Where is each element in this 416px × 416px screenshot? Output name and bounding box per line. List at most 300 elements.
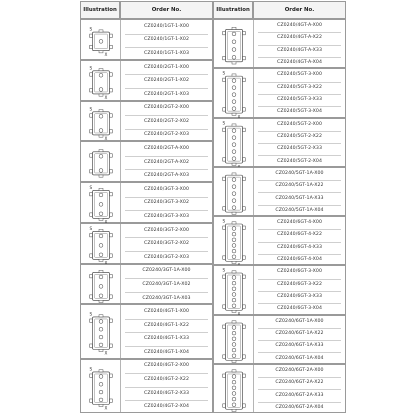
product-group bbox=[80, 304, 213, 358]
mount-ear-left bbox=[223, 275, 226, 278]
order-number: CZ0240/2GT-2-X03 bbox=[144, 132, 189, 138]
mount-ear-left bbox=[90, 319, 93, 322]
row-divider bbox=[125, 47, 208, 48]
row-divider bbox=[258, 303, 341, 304]
push-button-icon bbox=[232, 93, 236, 97]
cable-gland-bottom bbox=[232, 360, 236, 362]
mount-ear-left bbox=[90, 274, 93, 277]
order-number-cell bbox=[121, 360, 212, 412]
push-button-icon bbox=[232, 282, 236, 286]
order-number: CZ0240/4GT-A-X22 bbox=[277, 35, 322, 41]
label-top: S bbox=[222, 70, 226, 76]
label-top: S bbox=[89, 311, 93, 317]
row-divider bbox=[125, 88, 208, 89]
order-number: CZ0240/5GT-1A-X00 bbox=[275, 170, 324, 176]
cable-gland-top bbox=[232, 370, 236, 372]
row-divider bbox=[258, 352, 341, 353]
mount-ear-right bbox=[243, 31, 246, 34]
row-divider bbox=[258, 377, 341, 378]
illustration-cell bbox=[81, 61, 121, 100]
push-button-icon bbox=[99, 243, 103, 247]
row-divider bbox=[258, 279, 341, 280]
illustration-cell bbox=[214, 266, 254, 316]
label-bottom: X bbox=[104, 405, 108, 411]
push-button-icon bbox=[99, 374, 103, 378]
product-group bbox=[213, 364, 346, 413]
push-button-icon bbox=[232, 227, 236, 231]
mount-ear-right bbox=[109, 274, 112, 277]
mount-ear-left bbox=[223, 31, 226, 34]
switch-box-2-button-icon bbox=[81, 61, 121, 102]
push-button-icon bbox=[232, 238, 236, 242]
order-number: CZ0240/4GT-2-X22 bbox=[144, 377, 189, 383]
row-divider bbox=[258, 229, 341, 230]
order-number: CZ0240/4GT-2-X33 bbox=[144, 390, 189, 396]
order-number: CZ0240/6GT-2A-X00 bbox=[275, 367, 324, 373]
push-button-icon bbox=[232, 149, 236, 153]
push-button-icon bbox=[99, 320, 103, 324]
switch-box-6-button-arrow-icon bbox=[214, 316, 254, 365]
order-number: CZ0240/3GT-1A-X00 bbox=[142, 268, 191, 274]
row-divider bbox=[125, 387, 208, 388]
mount-ear-right bbox=[243, 305, 246, 308]
push-button-icon bbox=[232, 386, 236, 390]
cable-gland-top bbox=[99, 109, 103, 111]
push-button-icon bbox=[99, 169, 103, 173]
push-button-icon bbox=[232, 205, 236, 209]
mount-ear-right bbox=[243, 108, 246, 111]
row-divider bbox=[258, 57, 341, 58]
label-bottom: X bbox=[237, 163, 241, 168]
switch-box-2-button-icon bbox=[81, 102, 121, 143]
push-button-icon bbox=[232, 380, 236, 384]
illustration-cell bbox=[214, 365, 254, 412]
order-number: CZ0240/6GT-4-X33 bbox=[277, 244, 322, 250]
push-button-icon bbox=[232, 298, 236, 302]
push-button-icon bbox=[99, 335, 103, 339]
mount-ear-right bbox=[243, 275, 246, 278]
label-top: S bbox=[222, 218, 226, 224]
order-number-cell bbox=[254, 316, 345, 363]
row-divider bbox=[258, 389, 341, 390]
cable-gland-top bbox=[99, 188, 103, 190]
mount-ear-right bbox=[109, 88, 112, 91]
mount-ear-left bbox=[223, 354, 226, 357]
cable-gland-bottom bbox=[99, 350, 103, 352]
label-bottom: X bbox=[237, 311, 241, 316]
row-divider bbox=[125, 169, 208, 170]
push-button-icon bbox=[99, 275, 103, 279]
order-number: CZ0240/2GT-1-X02 bbox=[144, 78, 189, 84]
mount-ear-left bbox=[90, 34, 93, 37]
header-illustration-left: Illustration bbox=[80, 1, 120, 19]
row-divider bbox=[258, 155, 341, 156]
cable-gland-top bbox=[232, 27, 236, 29]
product-group bbox=[213, 19, 346, 68]
push-button-icon bbox=[232, 325, 236, 329]
order-number-cell bbox=[254, 217, 345, 264]
push-button-icon bbox=[232, 177, 236, 181]
order-number: CZ0240/3GT-2-X02 bbox=[144, 241, 189, 247]
mount-ear-right bbox=[109, 399, 112, 402]
order-number: CZ0240/3GT-2-X00 bbox=[144, 227, 189, 233]
label-bottom: X bbox=[104, 94, 108, 100]
push-button-icon bbox=[99, 382, 103, 386]
mount-ear-left bbox=[90, 233, 93, 236]
mount-ear-left bbox=[90, 73, 93, 76]
mount-ear-left bbox=[223, 404, 226, 407]
illustration-cell bbox=[81, 265, 121, 304]
product-group bbox=[213, 216, 346, 265]
order-number: CZ0240/4GT-1-X04 bbox=[144, 349, 189, 355]
illustration-cell bbox=[81, 20, 121, 59]
order-number: CZ0240/3GT-3-X02 bbox=[144, 200, 189, 206]
row-divider bbox=[258, 82, 341, 83]
row-divider bbox=[125, 292, 208, 293]
order-number-cell bbox=[254, 168, 345, 215]
order-number: CZ0240/4GT-1-X33 bbox=[144, 336, 189, 342]
push-button-icon bbox=[99, 284, 103, 288]
order-number: CZ0240/6GT-3-X22 bbox=[277, 281, 322, 287]
row-divider bbox=[258, 94, 341, 95]
illustration-cell bbox=[81, 142, 121, 181]
order-number-cell bbox=[121, 142, 212, 181]
cable-gland-top bbox=[232, 271, 236, 273]
mount-ear-left bbox=[90, 399, 93, 402]
mount-ear-right bbox=[243, 128, 246, 131]
push-button-icon bbox=[99, 398, 103, 402]
label-bottom: X bbox=[104, 51, 108, 57]
push-button-icon bbox=[232, 40, 236, 44]
push-button-icon bbox=[99, 328, 103, 332]
row-divider bbox=[258, 205, 341, 206]
mount-ear-right bbox=[243, 256, 246, 259]
label-bottom: X bbox=[104, 260, 108, 265]
cable-gland-bottom bbox=[99, 51, 103, 53]
label-bottom: X bbox=[104, 219, 108, 224]
order-number: CZ0240/3GT-3-X00 bbox=[144, 186, 189, 192]
mount-ear-right bbox=[243, 354, 246, 357]
order-number: CZ0240/2GT-1-X00 bbox=[144, 64, 189, 70]
switch-box-3-button-icon bbox=[81, 224, 121, 265]
order-number: CZ0240/2GT-2-X00 bbox=[144, 105, 189, 111]
order-number: CZ0240/2GT-A-X03 bbox=[144, 173, 189, 179]
mount-ear-right bbox=[109, 170, 112, 173]
order-number: CZ0240/4GT-2-X04 bbox=[144, 404, 189, 410]
push-button-icon bbox=[99, 87, 103, 91]
product-group bbox=[80, 19, 213, 60]
push-button-icon bbox=[232, 342, 236, 346]
product-group bbox=[213, 68, 346, 117]
mount-ear-right bbox=[243, 404, 246, 407]
row-divider bbox=[125, 237, 208, 238]
mount-ear-right bbox=[109, 45, 112, 48]
header-illustration-right: Illustration bbox=[213, 1, 253, 19]
order-number: CZ0240/6GT-1A-X22 bbox=[275, 330, 324, 336]
mount-ear-right bbox=[109, 319, 112, 322]
mount-ear-right bbox=[243, 56, 246, 59]
mount-ear-left bbox=[90, 374, 93, 377]
row-divider bbox=[125, 332, 208, 333]
row-divider bbox=[125, 197, 208, 198]
label-top: S bbox=[89, 105, 93, 111]
row-divider bbox=[258, 340, 341, 341]
product-group bbox=[80, 182, 213, 223]
order-number: CZ0240/5GT-1A-X04 bbox=[275, 207, 324, 213]
cable-gland-top bbox=[232, 123, 236, 125]
order-number-cell bbox=[121, 224, 212, 263]
mount-ear-left bbox=[223, 226, 226, 229]
push-button-icon bbox=[232, 135, 236, 139]
product-group bbox=[80, 264, 213, 305]
push-button-icon bbox=[232, 142, 236, 146]
cable-gland-top bbox=[232, 222, 236, 224]
order-number: CZ0240/5GT-2-X33 bbox=[277, 146, 322, 152]
row-divider bbox=[125, 251, 208, 252]
push-button-icon bbox=[232, 184, 236, 188]
cable-gland-top bbox=[99, 270, 103, 272]
mount-ear-left bbox=[90, 113, 93, 116]
order-number: CZ0240/4GT-A-X33 bbox=[277, 47, 322, 53]
mount-ear-right bbox=[243, 206, 246, 209]
row-divider bbox=[258, 106, 341, 107]
push-button-icon bbox=[232, 232, 236, 236]
cable-gland-top bbox=[99, 315, 103, 317]
row-divider bbox=[125, 373, 208, 374]
row-divider bbox=[258, 242, 341, 243]
push-button-icon bbox=[232, 287, 236, 291]
header-order-left: Order No. bbox=[120, 1, 213, 19]
order-number: CZ0240/6GT-3-X00 bbox=[277, 269, 322, 275]
order-number: CZ0240/5GT-2-X00 bbox=[277, 121, 322, 127]
order-number: CZ0240/5GT-1A-X33 bbox=[275, 195, 324, 201]
mount-ear-left bbox=[90, 170, 93, 173]
row-divider bbox=[125, 346, 208, 347]
mount-ear-right bbox=[243, 226, 246, 229]
mount-ear-left bbox=[223, 206, 226, 209]
cable-gland-bottom bbox=[99, 134, 103, 136]
order-number-cell bbox=[254, 20, 345, 67]
push-button-icon bbox=[232, 32, 236, 36]
order-number-cell bbox=[254, 266, 345, 313]
mount-ear-left bbox=[223, 305, 226, 308]
push-button-icon bbox=[232, 397, 236, 401]
mount-ear-left bbox=[90, 294, 93, 297]
mount-ear-right bbox=[243, 157, 246, 160]
label-top: S bbox=[89, 26, 93, 32]
mount-ear-left bbox=[223, 56, 226, 59]
row-divider bbox=[125, 156, 208, 157]
switch-box-5-button-icon bbox=[214, 119, 254, 168]
cable-gland-bottom bbox=[99, 300, 103, 302]
mount-ear-right bbox=[109, 193, 112, 196]
push-button-icon bbox=[99, 390, 103, 394]
push-button-icon bbox=[232, 244, 236, 248]
push-button-icon bbox=[232, 79, 236, 83]
order-number: CZ0240/6GT-3-X04 bbox=[277, 306, 322, 312]
order-number: CZ0240/6GT-1A-X00 bbox=[275, 318, 324, 324]
illustration-cell bbox=[214, 217, 254, 267]
order-number: CZ0240/2GT-A-X02 bbox=[144, 159, 189, 165]
row-divider bbox=[125, 210, 208, 211]
order-number: CZ0240/5GT-3-X00 bbox=[277, 72, 322, 78]
order-number: CZ0240/3GT-1A-X02 bbox=[142, 281, 191, 287]
push-button-icon bbox=[232, 348, 236, 352]
order-number: CZ0240/6GT-3-X33 bbox=[277, 294, 322, 300]
cable-gland-bottom bbox=[232, 212, 236, 214]
order-number: CZ0240/6GT-2A-X33 bbox=[275, 392, 324, 398]
switch-box-4-button-arrow-icon bbox=[214, 20, 254, 69]
row-divider bbox=[125, 400, 208, 401]
product-group bbox=[213, 315, 346, 364]
cable-gland-top bbox=[232, 74, 236, 76]
order-number-cell bbox=[121, 265, 212, 304]
push-button-icon bbox=[232, 156, 236, 160]
order-number-cell bbox=[254, 69, 345, 116]
switch-box-4-button-icon bbox=[81, 305, 121, 359]
row-divider bbox=[258, 291, 341, 292]
mount-ear-left bbox=[223, 108, 226, 111]
push-button-icon bbox=[232, 353, 236, 357]
push-button-icon bbox=[99, 203, 103, 207]
push-button-icon bbox=[232, 100, 236, 104]
mount-ear-left bbox=[90, 344, 93, 347]
push-button-icon bbox=[232, 331, 236, 335]
order-number: CZ0240/5GT-3-X22 bbox=[277, 84, 322, 90]
mount-ear-right bbox=[109, 129, 112, 132]
push-button-icon bbox=[232, 293, 236, 297]
switch-box-6-button-arrow-icon bbox=[214, 365, 254, 414]
order-number: CZ0240/4GT-2-X00 bbox=[144, 363, 189, 369]
order-number: CZ0240/1GT-1-X02 bbox=[144, 37, 189, 43]
illustration-cell bbox=[81, 102, 121, 141]
cable-gland-bottom bbox=[99, 175, 103, 177]
cable-gland-bottom bbox=[99, 94, 103, 96]
switch-box-5-button-arrow-icon bbox=[214, 168, 254, 217]
mount-ear-left bbox=[90, 154, 93, 157]
order-number: CZ0240/5GT-2-X22 bbox=[277, 133, 322, 139]
order-number: CZ0240/4GT-1-X22 bbox=[144, 322, 189, 328]
order-number: CZ0240/6GT-1A-X04 bbox=[275, 355, 324, 361]
order-number: CZ0240/4GT-A-X04 bbox=[277, 60, 322, 66]
order-number: CZ0240/6GT-1A-X33 bbox=[275, 343, 324, 349]
cable-gland-bottom bbox=[232, 409, 236, 411]
mount-ear-left bbox=[223, 128, 226, 131]
mount-ear-left bbox=[90, 193, 93, 196]
switch-box-6-button-icon bbox=[214, 266, 254, 315]
illustration-cell bbox=[81, 305, 121, 357]
mount-ear-left bbox=[90, 88, 93, 91]
mount-ear-right bbox=[109, 233, 112, 236]
row-divider bbox=[125, 74, 208, 75]
row-divider bbox=[258, 402, 341, 403]
product-group bbox=[213, 167, 346, 216]
order-number: CZ0240/3GT-3-X03 bbox=[144, 213, 189, 219]
push-button-icon bbox=[99, 193, 103, 197]
order-number: CZ0240/6GT-4-X22 bbox=[277, 232, 322, 238]
push-button-icon bbox=[232, 403, 236, 407]
mount-ear-right bbox=[109, 73, 112, 76]
mount-ear-right bbox=[243, 78, 246, 81]
push-button-icon bbox=[232, 304, 236, 308]
push-button-icon bbox=[99, 73, 103, 77]
label-top: S bbox=[89, 185, 93, 191]
push-button-icon bbox=[232, 128, 236, 132]
order-number: CZ0240/5GT-2-X04 bbox=[277, 158, 322, 164]
label-top: S bbox=[89, 366, 93, 372]
push-button-icon bbox=[232, 374, 236, 378]
order-number: CZ0240/5GT-3-X33 bbox=[277, 97, 322, 103]
order-number-cell bbox=[254, 119, 345, 166]
illustration-cell bbox=[81, 360, 121, 412]
illustration-cell bbox=[214, 119, 254, 166]
row-divider bbox=[258, 180, 341, 181]
push-button-icon bbox=[232, 48, 236, 52]
order-number: CZ0240/6GT-2A-X04 bbox=[275, 404, 324, 410]
switch-box-5-button-icon bbox=[214, 69, 254, 118]
illustration-cell bbox=[214, 316, 254, 363]
order-number: CZ0240/1GT-1-X03 bbox=[144, 50, 189, 56]
order-number-cell bbox=[121, 183, 212, 222]
push-button-icon bbox=[99, 155, 103, 159]
row-divider bbox=[258, 45, 341, 46]
row-divider bbox=[125, 319, 208, 320]
row-divider bbox=[125, 129, 208, 130]
switch-box-2-button-arrow-icon bbox=[81, 142, 121, 183]
illustration-cell bbox=[81, 224, 121, 263]
cable-gland-bottom bbox=[232, 311, 236, 313]
push-button-icon bbox=[232, 276, 236, 280]
product-group bbox=[80, 223, 213, 264]
push-button-icon bbox=[99, 39, 103, 43]
product-group bbox=[80, 359, 213, 413]
cable-gland-top bbox=[99, 229, 103, 231]
mount-ear-left bbox=[223, 325, 226, 328]
order-number: CZ0240/2GT-1-X03 bbox=[144, 91, 189, 97]
label-bottom: X bbox=[104, 350, 108, 356]
switch-box-1-button-icon bbox=[81, 20, 121, 61]
push-button-icon bbox=[232, 55, 236, 59]
mount-ear-left bbox=[90, 213, 93, 216]
order-number: CZ0240/2GT-A-X00 bbox=[144, 146, 189, 152]
cable-gland-bottom bbox=[99, 259, 103, 261]
mount-ear-left bbox=[90, 129, 93, 132]
mount-ear-left bbox=[90, 45, 93, 48]
order-number: CZ0240/5GT-3-X04 bbox=[277, 109, 322, 115]
switch-box-3-button-arrow-icon bbox=[81, 265, 121, 306]
order-number: CZ0240/1GT-1-X00 bbox=[144, 23, 189, 29]
product-group bbox=[213, 265, 346, 314]
mount-ear-right bbox=[243, 325, 246, 328]
order-number-cell bbox=[254, 365, 345, 412]
order-number-cell bbox=[121, 20, 212, 59]
mount-ear-right bbox=[109, 113, 112, 116]
cable-gland-bottom bbox=[232, 62, 236, 64]
order-number: CZ0240/3GT-2-X03 bbox=[144, 254, 189, 260]
row-divider bbox=[258, 32, 341, 33]
product-group bbox=[80, 101, 213, 142]
cable-gland-bottom bbox=[232, 163, 236, 165]
order-number: CZ0240/6GT-4-X00 bbox=[277, 220, 322, 226]
push-button-icon bbox=[232, 249, 236, 253]
illustration-cell bbox=[214, 20, 254, 67]
cable-gland-top bbox=[99, 68, 103, 70]
push-button-icon bbox=[99, 234, 103, 238]
label-bottom: X bbox=[237, 262, 241, 267]
push-button-icon bbox=[232, 198, 236, 202]
order-number: CZ0240/6GT-2A-X22 bbox=[275, 380, 324, 386]
push-button-icon bbox=[99, 343, 103, 347]
